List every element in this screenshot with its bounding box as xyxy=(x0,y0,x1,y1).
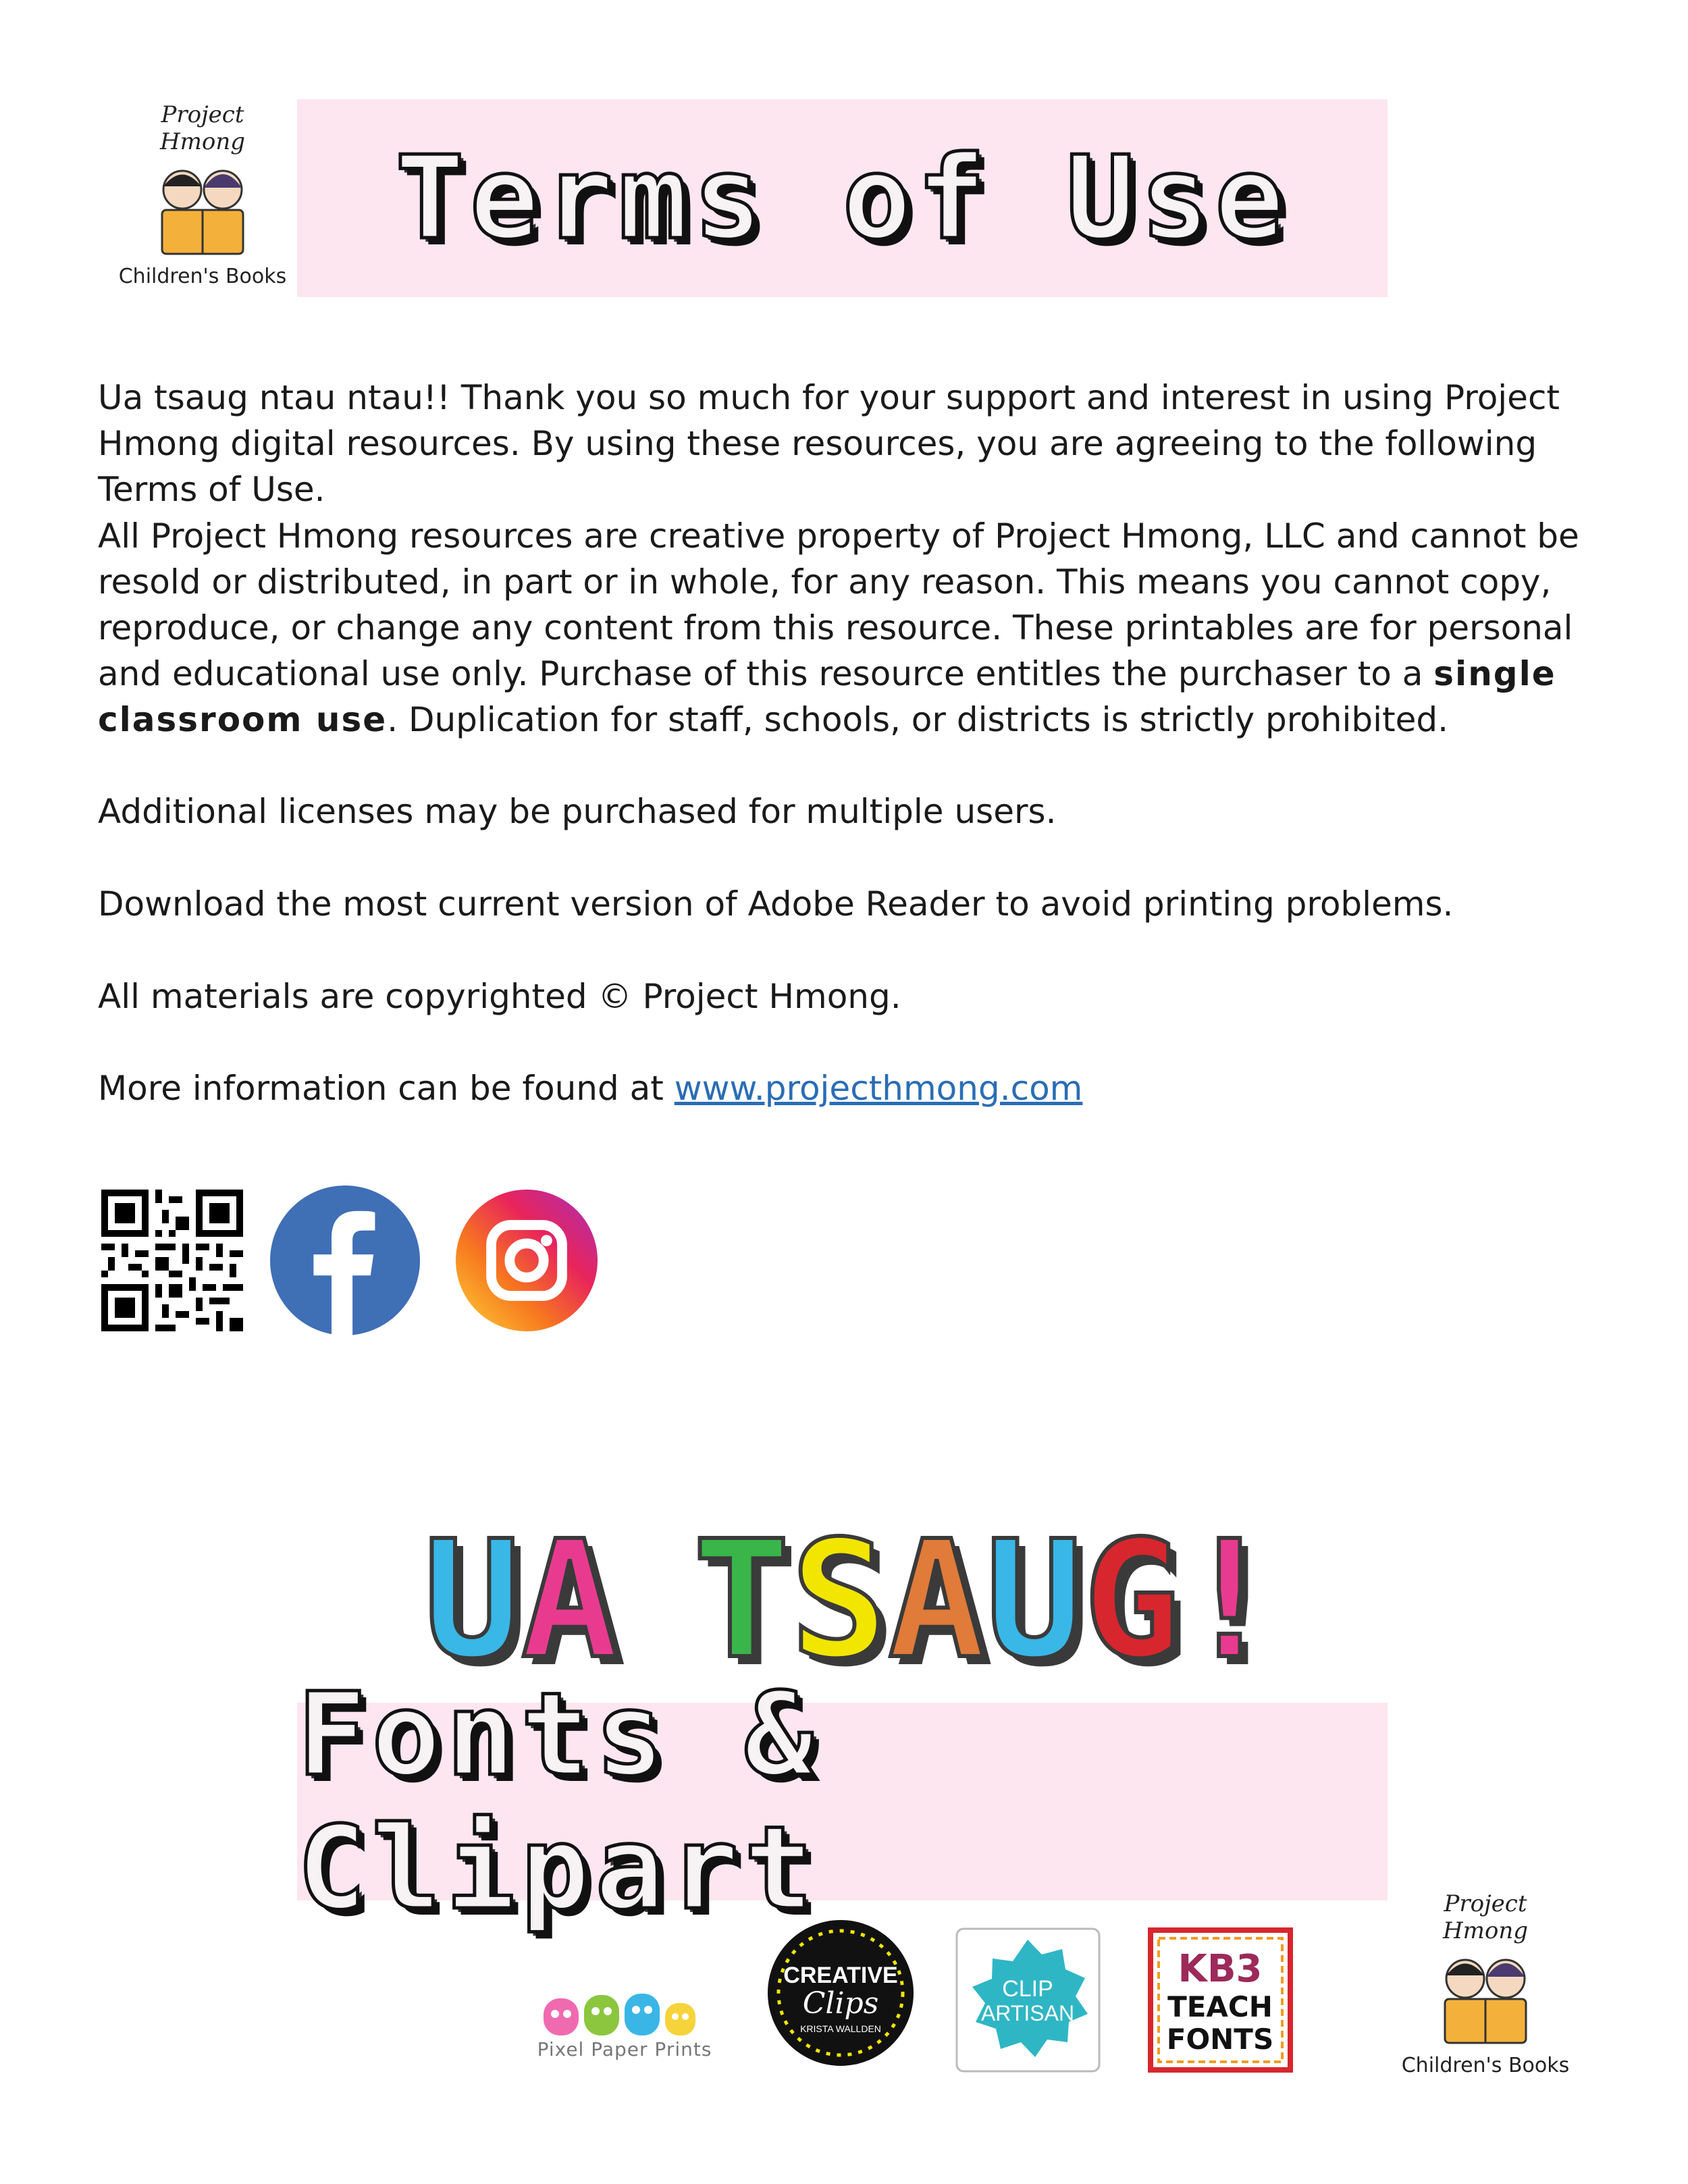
thanks-letter: A xyxy=(521,1506,618,1695)
logo-sub-text: Children's Books xyxy=(1401,2054,1570,2077)
ua-tsaug-heading xyxy=(351,1506,1350,1695)
fonts-clipart-banner xyxy=(297,1668,1388,1936)
logo-brand-text: Project Hmong xyxy=(159,101,246,155)
thanks-letter: ! xyxy=(1180,1506,1278,1695)
clips-text: Clips xyxy=(802,1986,879,2021)
terms-paragraph xyxy=(98,513,1583,743)
clip-artisan-logo xyxy=(955,1927,1101,2073)
project-hmong-logo-bottom xyxy=(1401,1890,1570,2077)
thanks-letter: U xyxy=(423,1506,521,1695)
website-link[interactable]: www.projecthmong.com xyxy=(674,1069,1083,1108)
thanks-letter: U xyxy=(985,1506,1083,1695)
creative-text: CREATIVE xyxy=(783,1963,898,1988)
facebook-icon[interactable] xyxy=(270,1186,420,1335)
krista-wallden-text: KRISTA WALLDEN xyxy=(800,2023,881,2034)
pixel-paper-prints-logo xyxy=(533,1988,716,2069)
logo-brand-text: Project Hmong xyxy=(1442,1890,1529,1944)
instagram-icon[interactable] xyxy=(456,1190,598,1331)
kb3-teach-fonts-logo xyxy=(1148,1927,1293,2073)
thanks-letter: G xyxy=(1083,1506,1181,1695)
pixel-paper-prints-label: Pixel Paper Prints xyxy=(537,2038,712,2060)
teach-text: TEACH xyxy=(1167,1990,1273,2023)
terms-text-1: All Project Hmong resources are creative property of Project Hmong, LLC and cannot be resold or distributed, in part or in whole, for any reason. This means you cannot copy, reproduce, or change any content from this resource. These printables are for personal and educational use only. Purchase of this resource entitles the purchaser to a xyxy=(98,516,1579,693)
thanks-letter: S xyxy=(790,1506,888,1695)
pixel-monsters-icon xyxy=(533,1988,716,2035)
intro-paragraph: Ua tsaug ntau ntau!! Thank you so much for your support and interest in using Project Hmong digital resources. By using these resources, you are agreeing to the following Terms of Use. xyxy=(98,378,1560,509)
clip-text: CLIP xyxy=(1002,1976,1053,2002)
title-banner xyxy=(297,99,1388,297)
children-reading-illustration xyxy=(135,159,270,261)
more-info-paragraph xyxy=(98,1065,1583,1111)
page-title: Terms of Use xyxy=(395,131,1290,265)
more-info-text: More information can be found at xyxy=(98,1069,675,1108)
qr-code-icon[interactable] xyxy=(101,1190,243,1331)
thanks-letter: T xyxy=(693,1506,791,1695)
project-hmong-logo xyxy=(118,101,287,288)
copyright-paragraph: All materials are copyrighted © Project Hmong. xyxy=(98,977,901,1016)
single-classroom-use: single classroom use xyxy=(98,654,1556,739)
artisan-text: ARTISAN xyxy=(980,2001,1075,2025)
fonts-text: FONTS xyxy=(1166,2023,1274,2056)
logo-sub-text: Children's Books xyxy=(118,265,287,288)
thanks-letter: A xyxy=(888,1506,986,1695)
fonts-clipart-title: Fonts & Clipart xyxy=(297,1668,819,1936)
kb3-text: KB3 xyxy=(1178,1947,1263,1991)
licenses-paragraph: Additional licenses may be purchased for multiple users. xyxy=(98,792,1057,831)
children-reading-illustration xyxy=(1418,1948,1553,2050)
adobe-paragraph: Download the most current version of Adobe Reader to avoid printing problems. xyxy=(98,884,1454,924)
creative-clips-logo xyxy=(766,1919,915,2067)
terms-text-2: . Duplication for staff, schools, or districts is strictly prohibited. xyxy=(387,700,1449,739)
